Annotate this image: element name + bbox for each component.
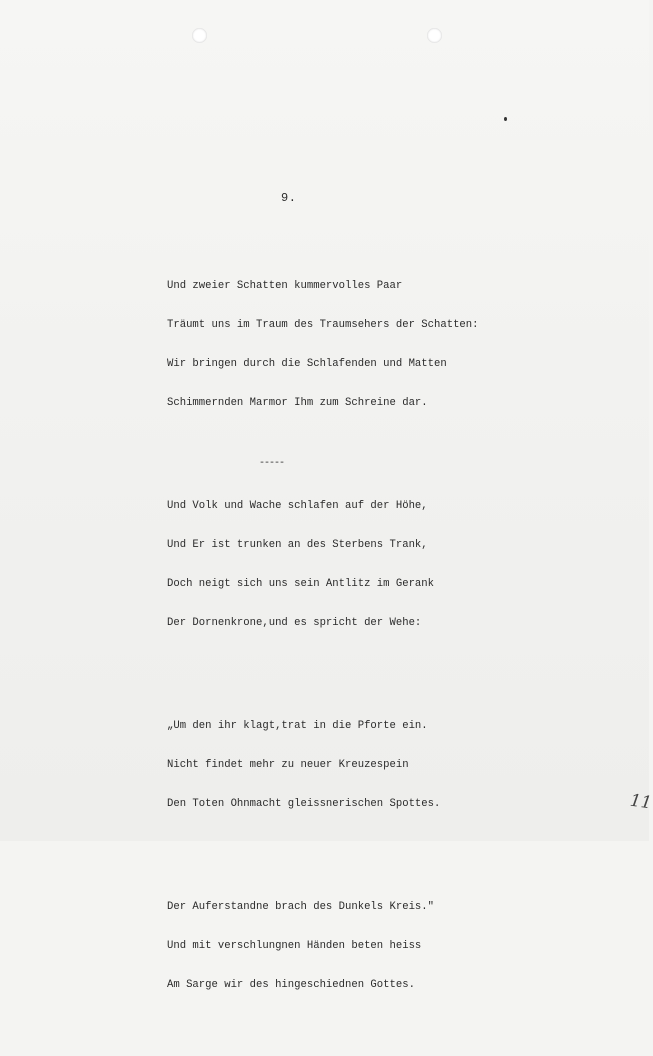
punch-hole (192, 28, 207, 43)
poem-line: Doch neigt sich uns sein Antlitz im Gerank (167, 578, 435, 590)
punch-hole (427, 28, 442, 43)
stanza (167, 254, 479, 436)
poem-line: Und Er ist trunken an des Sterbens Trank, (167, 539, 428, 551)
stanza (167, 474, 479, 656)
stanza (167, 694, 479, 837)
poem-line: Nicht findet mehr zu neuer Kreuzespein (167, 759, 409, 771)
ink-speck (504, 117, 507, 121)
poem-line: Am Sarge wir des hingeschiednen Gottes. (167, 979, 415, 991)
poem-line: Und mit verschlungnen Händen beten heiss (167, 940, 422, 952)
poem-line: Und zweier Schatten kummervolles Paar (167, 280, 403, 292)
poem-line: Der Dornenkrone,und es spricht der Wehe: (167, 617, 422, 629)
poem-body (167, 228, 479, 1056)
end-mark: ----- (259, 458, 285, 469)
poem-line: Der Auferstandne brach des Dunkels Kreis." (167, 901, 435, 913)
handwritten-folio-number: 11 (628, 790, 653, 814)
poem-line: Wir bringen durch die Schlafenden und Matten (167, 358, 447, 370)
poem-line: Schimmernden Marmor Ihm zum Schreine dar. (167, 397, 428, 409)
stanza (167, 875, 479, 1018)
poem-line: Den Toten Ohnmacht gleissnerischen Spottes. (167, 798, 441, 810)
poem-line: „Um den ihr klagt,trat in die Pforte ein. (167, 720, 428, 732)
page-number: 9. (281, 191, 297, 205)
poem-line: Und Volk und Wache schlafen auf der Höhe, (167, 500, 428, 512)
poem-line: Träumt uns im Traum des Traumsehers der Schatten: (167, 319, 479, 331)
